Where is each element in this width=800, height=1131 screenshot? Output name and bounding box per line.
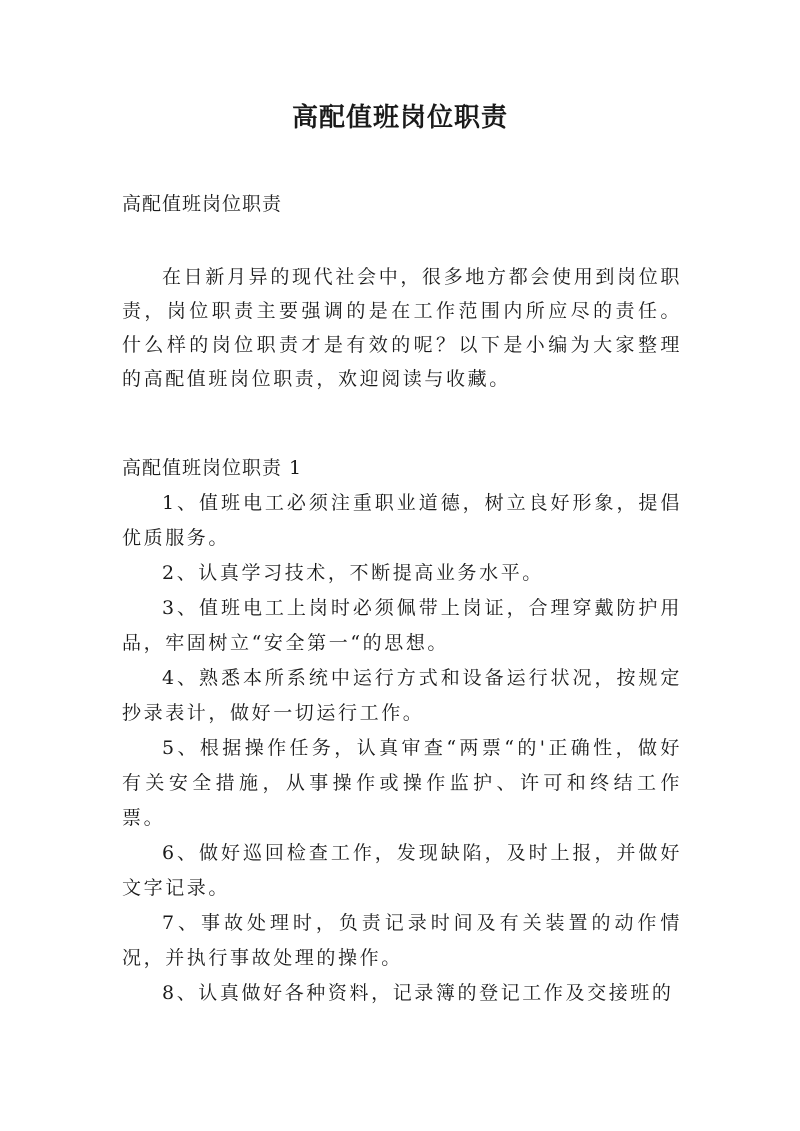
intro-paragraph: 在日新月异的现代社会中，很多地方都会使用到岗位职责，岗位职责主要强调的是在工作范围内所应尽的责任。什么样的岗位职责才是有效的呢？以下是小编为大家整理的高配值班岗位职责，欢迎阅读与收藏。 — [122, 266, 682, 390]
duty-item-6: 6、做好巡回检查工作，发现缺陷，及时上报，并做好文字记录。 — [122, 842, 682, 899]
duty-item-1: 1、值班电工必须注重职业道德，树立良好形象，提倡优质服务。 — [122, 492, 682, 549]
duty-item-8: 8、认真做好各种资料，记录簿的登记工作及交接班的 — [162, 982, 674, 1004]
document-subtitle: 高配值班岗位职责 — [122, 193, 283, 215]
section-heading: 高配值班岗位职责 1 — [122, 457, 303, 479]
duty-list — [122, 486, 682, 1011]
document-title: 高配值班岗位职责 — [291, 103, 508, 133]
duty-item-7: 7、事故处理时，负责记录时间及有关装置的动作情况，并执行事故处理的操作。 — [122, 912, 682, 969]
duty-item-2: 2、认真学习技术，不断提高业务水平。 — [162, 562, 544, 584]
duty-item-4: 4、熟悉本所系统中运行方式和设备运行状况，按规定抄录表计，做好一切运行工作。 — [122, 667, 682, 724]
duty-item-3: 3、值班电工上岗时必须佩带上岗证，合理穿戴防护用品，牢固树立“安全第一“的思想。 — [122, 597, 682, 654]
duty-item-5: 5、根据操作任务，认真审查“两票“的'正确性，做好有关安全措施，从事操作或操作监护、许可和终结工作票。 — [122, 737, 682, 829]
